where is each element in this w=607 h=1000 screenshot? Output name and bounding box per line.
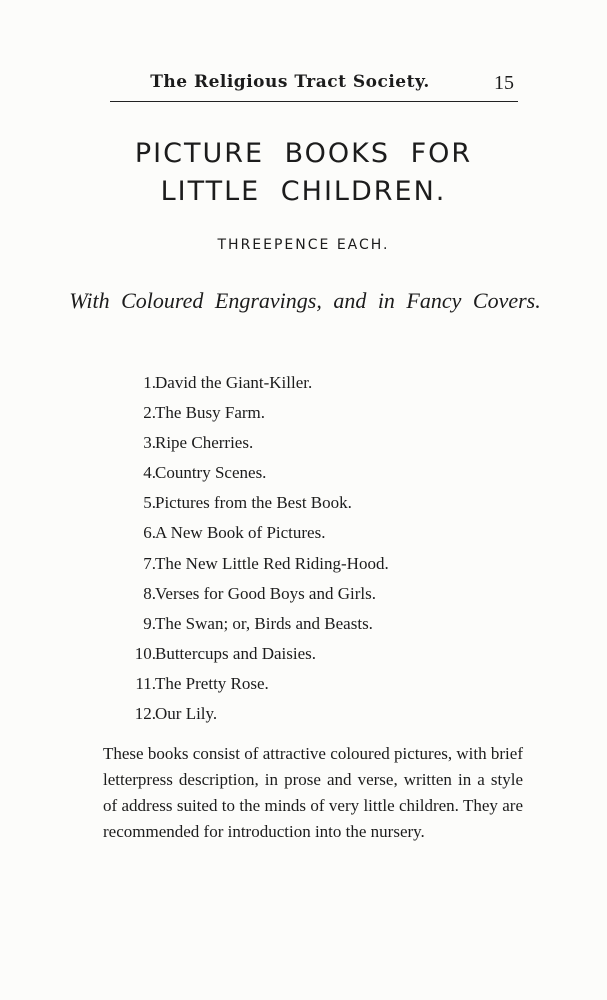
item-number: 7. bbox=[143, 553, 156, 573]
list-item bbox=[110, 579, 530, 609]
list-item bbox=[110, 428, 530, 458]
price-heading: THREEPENCE EACH. bbox=[217, 237, 390, 253]
item-number: 6. bbox=[143, 523, 156, 543]
item-number: 12. bbox=[134, 704, 156, 724]
running-header bbox=[110, 70, 518, 100]
item-number: 8. bbox=[143, 583, 156, 603]
list-item bbox=[110, 549, 530, 579]
item-title: Ripe Cherries. bbox=[155, 433, 254, 453]
main-title-line-1: PICTURE BOOKS FOR bbox=[134, 138, 473, 169]
item-title: Country Scenes. bbox=[155, 463, 267, 483]
item-title: The Swan; or, Birds and Beasts. bbox=[155, 613, 373, 633]
item-title: Buttercups and Daisies. bbox=[155, 643, 316, 663]
item-title: The New Little Red Riding-Hood. bbox=[155, 553, 389, 573]
item-number: 4. bbox=[143, 463, 156, 483]
list-item bbox=[110, 398, 530, 428]
item-number: 2. bbox=[143, 403, 156, 423]
item-number: 3. bbox=[143, 433, 156, 453]
list-item bbox=[110, 368, 530, 398]
list-item bbox=[110, 699, 530, 729]
item-number: 9. bbox=[143, 613, 156, 633]
item-title: A New Book of Pictures. bbox=[155, 523, 326, 543]
item-title: David the Giant-Killer. bbox=[155, 373, 313, 392]
list-item bbox=[110, 488, 530, 518]
item-title: Pictures from the Best Book. bbox=[155, 493, 352, 513]
list-item bbox=[110, 518, 530, 548]
list-item bbox=[110, 609, 530, 639]
item-title: Our Lily. bbox=[155, 704, 218, 724]
item-number: 5. bbox=[143, 493, 156, 513]
book-list bbox=[110, 368, 530, 729]
page-number: 15 bbox=[494, 72, 514, 94]
subtitle: With Coloured Engravings, and in Fancy Covers. bbox=[69, 288, 541, 313]
item-number: 10. bbox=[134, 643, 156, 663]
item-number: 11. bbox=[135, 673, 156, 693]
header-rule bbox=[110, 101, 518, 102]
running-title: The Religious Tract Society. bbox=[150, 72, 430, 92]
item-title: Verses for Good Boys and Girls. bbox=[155, 583, 376, 603]
list-item bbox=[110, 669, 530, 699]
item-number: 1. bbox=[143, 373, 156, 392]
main-title-line-2: LITTLE CHILDREN. bbox=[160, 176, 447, 207]
description-paragraph: These books consist of attractive coloured pictures, with brief letterpress description, in prose and verse, written in a style of address suited to the minds of very little children. They are recommended for introduction into the nursery. bbox=[103, 744, 523, 841]
list-item bbox=[110, 639, 530, 669]
item-title: The Busy Farm. bbox=[155, 403, 266, 423]
item-title: The Pretty Rose. bbox=[155, 673, 269, 693]
list-item bbox=[110, 458, 530, 488]
